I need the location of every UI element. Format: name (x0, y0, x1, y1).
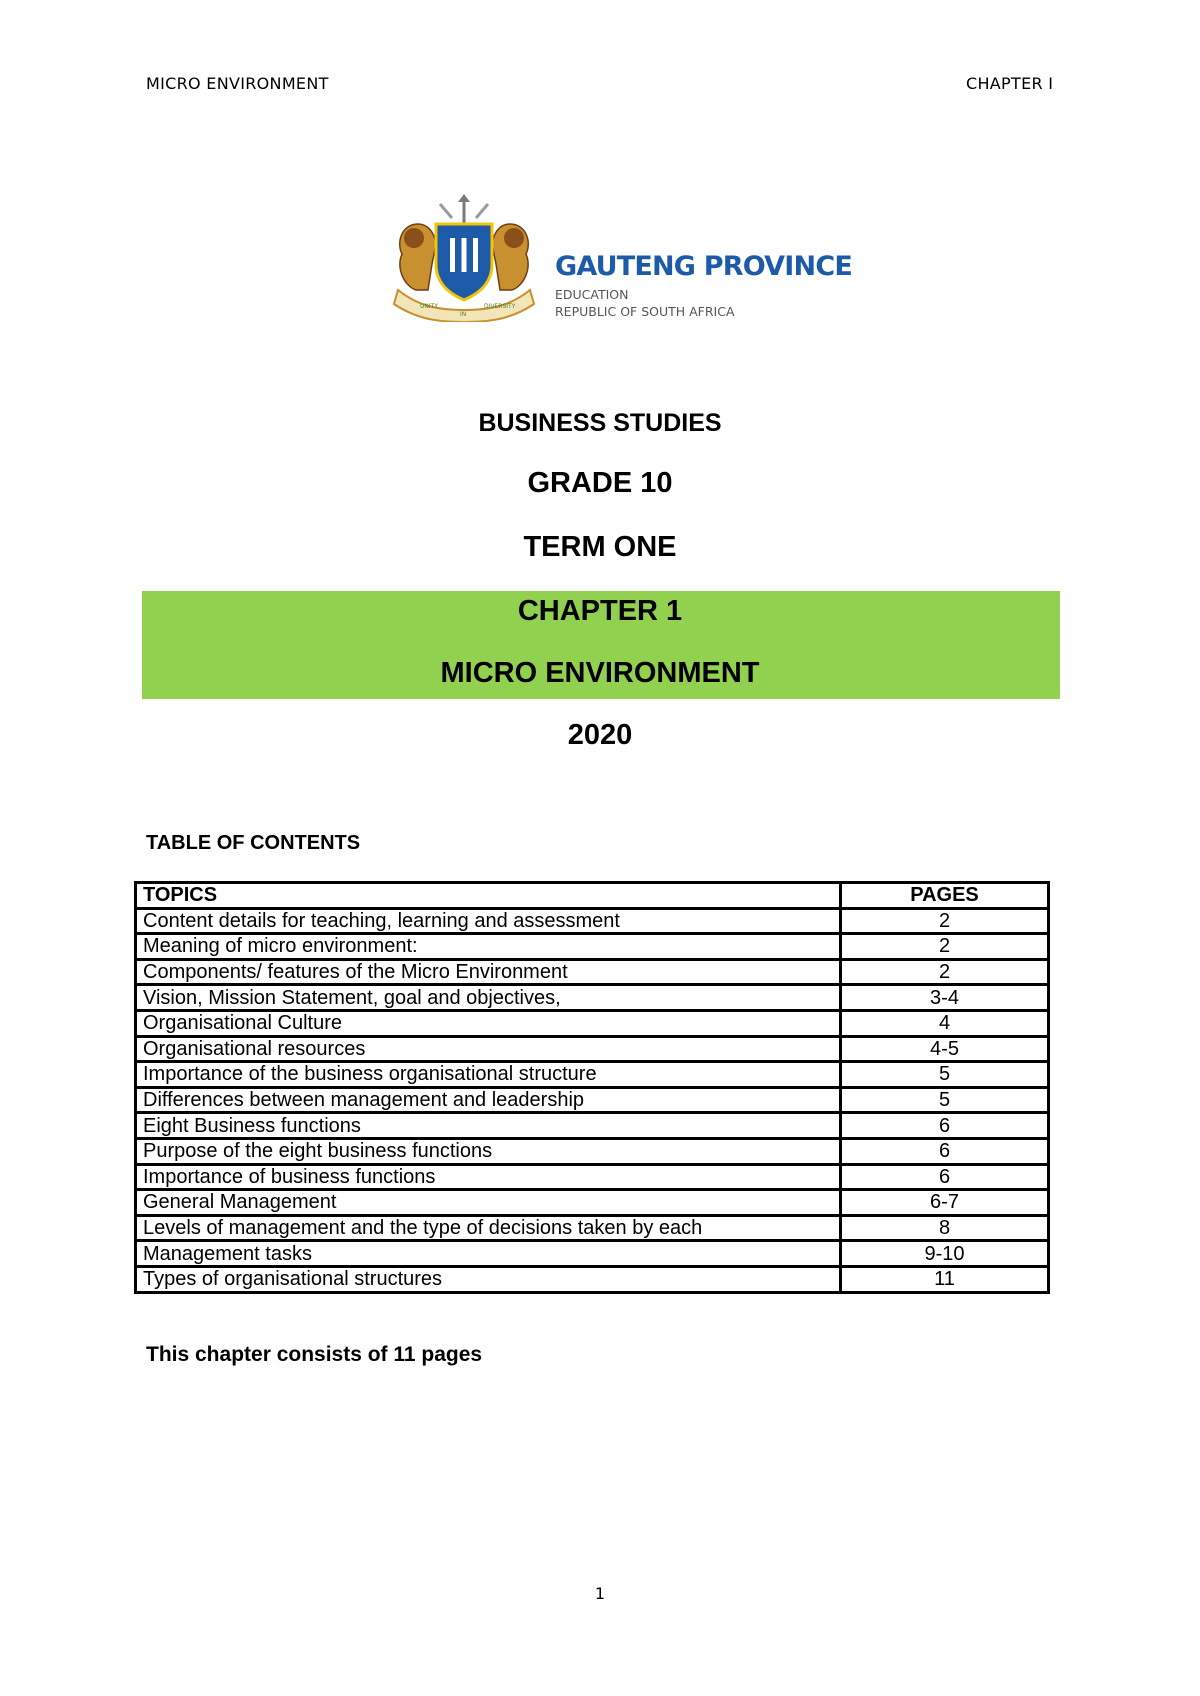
toc-row (136, 1266, 1049, 1292)
toc-topic-cell: Organisational resources (136, 1036, 841, 1062)
toc-topic-cell: Management tasks (136, 1241, 841, 1267)
toc-row (136, 1010, 1049, 1036)
svg-text:DIVERSITY: DIVERSITY (484, 303, 516, 310)
year-title: 2020 (567, 719, 633, 751)
toc-topic-cell: Importance of the business organisational structure (136, 1062, 841, 1088)
toc-row (136, 934, 1049, 960)
toc-header-row (136, 883, 1049, 909)
toc-pages-cell: 6 (841, 1164, 1049, 1190)
toc-pages-cell: 8 (841, 1215, 1049, 1241)
running-header-right: CHAPTER I (966, 74, 1054, 93)
toc-pages-cell: 6 (841, 1113, 1049, 1139)
toc-row (136, 959, 1049, 985)
toc-topic-cell: Importance of business functions (136, 1164, 841, 1190)
toc-topic-cell: Components/ features of the Micro Environment (136, 959, 841, 985)
term-title: TERM ONE (523, 531, 677, 563)
toc-topic-cell: Types of organisational structures (136, 1266, 841, 1292)
page-number: 1 (594, 1584, 606, 1603)
toc-row (136, 908, 1049, 934)
toc-col-pages: PAGES (841, 883, 1049, 909)
toc-row (136, 1036, 1049, 1062)
toc-topic-cell: Purpose of the eight business functions (136, 1138, 841, 1164)
logo-department: EDUCATION (555, 287, 629, 302)
toc-pages-cell: 2 (841, 934, 1049, 960)
gauteng-crest-logo (388, 194, 540, 322)
toc-row (136, 1138, 1049, 1164)
chapter-number: CHAPTER 1 (517, 595, 683, 627)
toc-pages-cell: 5 (841, 1087, 1049, 1113)
toc-pages-cell: 9-10 (841, 1241, 1049, 1267)
toc-pages-cell: 4 (841, 1010, 1049, 1036)
toc-pages-cell: 11 (841, 1266, 1049, 1292)
toc-row (136, 1113, 1049, 1139)
toc-row (136, 1087, 1049, 1113)
toc-pages-cell: 5 (841, 1062, 1049, 1088)
toc-topic-cell: Vision, Mission Statement, goal and objectives, (136, 985, 841, 1011)
svg-text:IN: IN (460, 311, 467, 318)
running-header-left: MICRO ENVIRONMENT (146, 74, 329, 93)
toc-topic-cell: Eight Business functions (136, 1113, 841, 1139)
toc-row (136, 1164, 1049, 1190)
toc-col-topics: TOPICS (136, 883, 841, 909)
svg-text:UNITY: UNITY (420, 303, 438, 310)
toc-topic-cell: Differences between management and leadership (136, 1087, 841, 1113)
toc-topic-cell: Organisational Culture (136, 1010, 841, 1036)
toc-topic-cell: General Management (136, 1190, 841, 1216)
chapter-length-note: This chapter consists of 11 pages (146, 1343, 483, 1366)
toc-pages-cell: 2 (841, 908, 1049, 934)
toc-pages-cell: 3-4 (841, 985, 1049, 1011)
logo-country: REPUBLIC OF SOUTH AFRICA (555, 304, 735, 319)
toc-topic-cell: Content details for teaching, learning and assessment (136, 908, 841, 934)
subject-title: BUSINESS STUDIES (478, 409, 722, 437)
toc-pages-cell: 4-5 (841, 1036, 1049, 1062)
toc-row (136, 1241, 1049, 1267)
toc-pages-cell: 6 (841, 1138, 1049, 1164)
toc-topic-cell: Meaning of micro environment: (136, 934, 841, 960)
toc-heading: TABLE OF CONTENTS (146, 832, 361, 854)
toc-row (136, 1062, 1049, 1088)
toc-row (136, 985, 1049, 1011)
toc-topic-cell: Levels of management and the type of decisions taken by each (136, 1215, 841, 1241)
grade-title: GRADE 10 (527, 467, 673, 499)
toc-row (136, 1190, 1049, 1216)
toc-row (136, 1215, 1049, 1241)
toc-table (134, 881, 1050, 1294)
toc-pages-cell: 6-7 (841, 1190, 1049, 1216)
toc-pages-cell: 2 (841, 959, 1049, 985)
logo-province-name: GAUTENG PROVINCE (555, 251, 852, 282)
chapter-title: MICRO ENVIRONMENT (440, 657, 760, 689)
